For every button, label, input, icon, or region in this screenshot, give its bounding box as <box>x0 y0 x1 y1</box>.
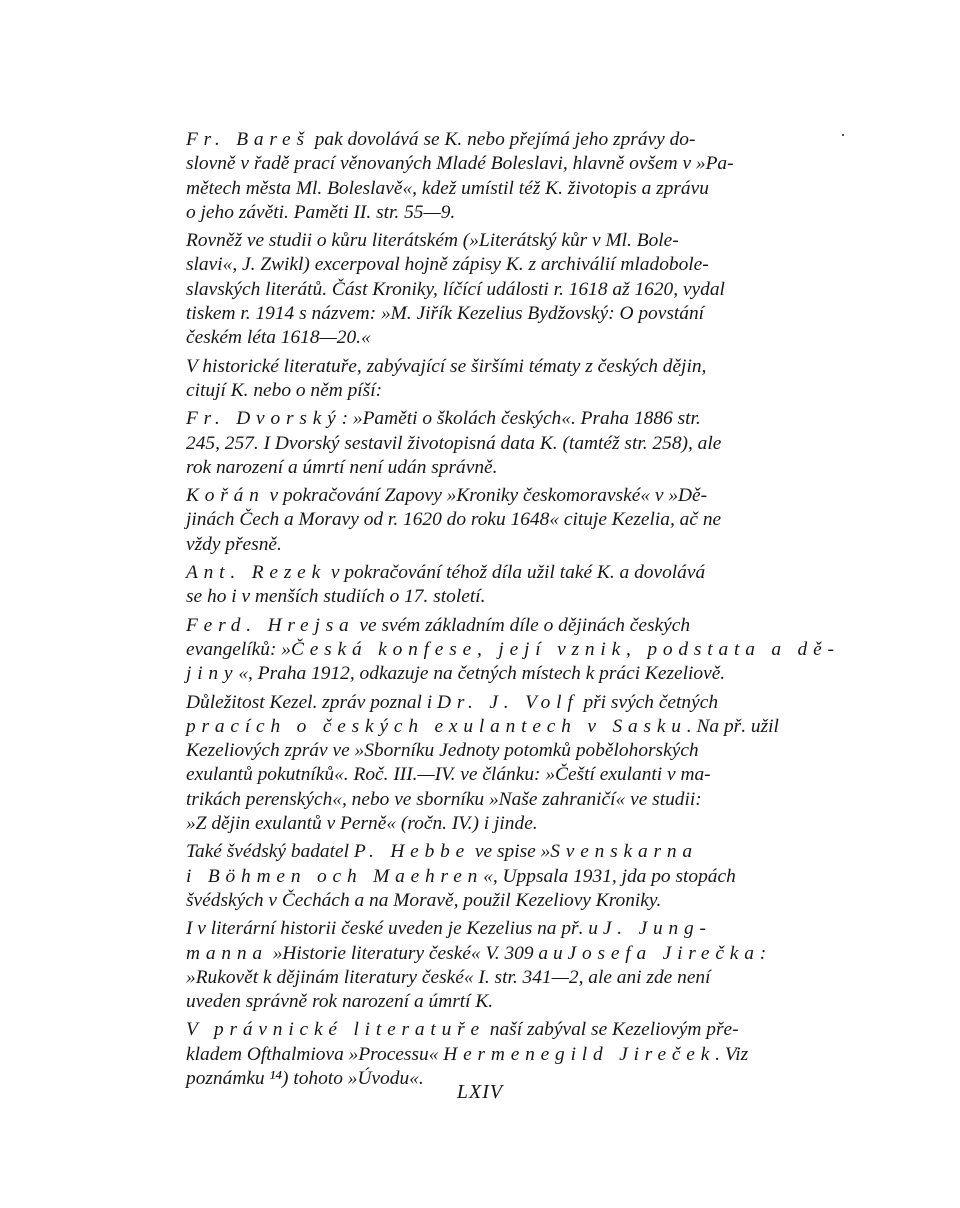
text-run: exulantů pokutníků«. Roč. III.—IV. ve článku: »Čeští exulanti v ma- <box>186 764 711 786</box>
text-line <box>186 715 779 739</box>
text-run: Kezeliových zpráv ve »Sborníku Jednoty potomků pobělohorských <box>186 740 699 762</box>
text-line <box>186 691 766 715</box>
text-run: : <box>759 942 767 964</box>
text-run: kladem Ofthalmiova »Processu« <box>186 1043 444 1065</box>
spaced-name: Česká konfese, její vznik, podstata a dě- <box>290 638 840 660</box>
text-run: »Z dějin exulantů v Perně« (ročn. IV.) i jinde. <box>186 813 538 835</box>
paragraph <box>186 917 766 1014</box>
text-line <box>186 585 766 609</box>
text-line <box>186 326 766 350</box>
text-run: švédských v Čechách a na Moravě, použil Kezeliovy Kroniky. <box>186 889 662 911</box>
text-line <box>186 917 766 941</box>
text-line <box>186 614 766 638</box>
text-line <box>186 407 766 431</box>
text-run: slavi«, J. Zwikl) excerpoval hojně zápisy K. z archiválií mladobole- <box>186 254 709 276</box>
text-run: evangelíků: » <box>186 638 291 660</box>
text-line <box>186 990 766 1014</box>
paragraph <box>186 128 766 225</box>
text-run: trikách perenských«, nebo ve sborníku »Naše zahraničí« ve studii: <box>186 788 702 810</box>
spaced-name: V právnické literatuře <box>186 1019 485 1041</box>
spaced-name: Ferd. Hrejsa <box>186 614 355 636</box>
text-line <box>186 201 766 225</box>
spaced-name: pracích o českých exulantech v Sasku <box>186 715 687 737</box>
text-run: ve spise » <box>470 841 551 863</box>
paragraph <box>186 484 766 557</box>
body-text-column <box>186 128 840 1095</box>
spaced-name: Hermenegild Jireček <box>443 1043 716 1065</box>
spaced-name: Dr. J. Volf <box>437 691 579 713</box>
text-run: tiskem r. 1914 s názvem: »M. Jiřík Kezelius Bydžovský: O povstání <box>186 303 705 325</box>
spaced-name: Kořán <box>186 485 265 507</box>
text-run: pak dovolává se K. nebo přejímá jeho zprávy do- <box>309 129 696 150</box>
text-run: při svých četných <box>578 691 719 713</box>
spaced-name: Fr. Dvorský <box>186 408 342 430</box>
text-run: Důležitost Kezel. zpráv poznal i <box>186 691 437 713</box>
text-run: citují K. nebo o něm píší: <box>186 379 383 401</box>
spaced-name: Svenskarna <box>550 841 698 863</box>
text-run: naší zabýval se Kezeliovým pře- <box>484 1019 739 1041</box>
text-run: rok narození a úmrtí není udán správně. <box>186 456 498 478</box>
text-run: «, Uppsala 1931, jda po stopách <box>483 865 736 887</box>
text-line <box>186 229 766 253</box>
spaced-name: P. Hebbe <box>353 841 471 863</box>
text-line <box>186 379 766 403</box>
text-line <box>186 355 766 379</box>
text-run: v pokračování téhož díla užil také K. a dovolává <box>326 562 706 584</box>
text-run: Rovněž ve studii o kůru literátském (»Literátský kůr v Ml. Bole- <box>186 230 679 252</box>
text-run: mětech města Ml. Boleslavě«, kdež umístil též K. životopis a zprávu <box>186 177 709 199</box>
text-run: slovně v řadě prací věnovaných Mladé Boleslavi, hlavně ovšem v »Pa- <box>186 153 734 175</box>
text-run: I v literární historii české uveden je Kezelius na př. u <box>186 918 603 940</box>
text-line <box>186 484 766 508</box>
text-run: ve svém základním díle o dějinách českých <box>354 614 691 636</box>
text-run: »Historie literatury české« V. 309 a u <box>267 942 568 964</box>
text-run: českém léta 1618—20.« <box>186 327 371 349</box>
text-run: »Rukovět k dějinám literatury české« I. str. 341—2, ale ani zde není <box>186 966 711 988</box>
text-run: . Viz <box>715 1043 749 1065</box>
text-line <box>186 662 766 686</box>
spaced-name: Ant. Rezek <box>186 562 327 584</box>
text-line <box>186 302 766 326</box>
text-line <box>186 739 766 763</box>
spaced-name: jiny <box>186 663 239 685</box>
text-line <box>186 432 766 456</box>
paragraph <box>186 229 766 350</box>
spaced-name: Josefa Jirečka <box>567 942 760 964</box>
text-line <box>186 788 766 812</box>
text-line <box>186 561 766 585</box>
page-number: LXIV <box>456 1081 504 1103</box>
spaced-name: manna <box>186 942 268 964</box>
text-run: vždy přesně. <box>186 533 282 555</box>
spaced-name: i Böhmen och Maehren <box>186 865 484 887</box>
paragraph <box>186 561 766 610</box>
text-line <box>186 456 766 480</box>
paragraph <box>186 691 779 837</box>
text-line <box>186 840 766 864</box>
paragraph <box>186 840 766 913</box>
paragraph <box>186 407 766 480</box>
text-run: uveden správně rok narození a úmrtí K. <box>186 991 494 1013</box>
text-line <box>186 128 766 152</box>
text-line <box>186 253 766 277</box>
text-run: jinách Čech a Moravy od r. 1620 do roku 1648« cituje Kezelia, ač ne <box>186 509 722 531</box>
text-line <box>186 942 766 966</box>
spaced-name: Fr. Bareš <box>186 129 310 150</box>
text-line <box>186 533 766 557</box>
text-run: slavských literátů. Část Kroniky, líčící události r. 1618 až 1620, vydal <box>186 278 725 300</box>
text-line <box>186 177 766 201</box>
text-run: v pokračování Zapovy »Kroniky českomoravské« v »Dě- <box>264 485 708 507</box>
text-run: : »Paměti o školách českých«. Praha 1886 str. <box>341 408 701 430</box>
text-run: se ho i v menších studiích o 17. století. <box>186 586 486 608</box>
paragraph <box>186 355 766 404</box>
text-line <box>186 1018 766 1042</box>
text-line <box>186 152 766 176</box>
text-run: o jeho závěti. Paměti II. str. 55—9. <box>186 201 456 223</box>
text-line <box>186 889 766 913</box>
text-line <box>186 638 840 662</box>
text-line <box>186 812 766 836</box>
text-line <box>186 865 766 889</box>
text-line <box>186 278 766 302</box>
text-line <box>186 966 766 990</box>
text-run: «, Praha 1912, odkazuje na četných místech k práci Kezeliově. <box>238 663 726 685</box>
text-run: . Na př. užil <box>686 715 779 737</box>
text-run: 245, 257. I Dvorský sestavil životopisná data K. (tamtéž str. 258), ale <box>186 432 722 454</box>
text-line <box>186 763 766 787</box>
text-run: V historické literatuře, zabývající se širšími tématy z českých dějin, <box>186 355 707 377</box>
text-run: Také švédský badatel <box>186 841 354 863</box>
text-line <box>186 508 766 532</box>
paragraph <box>186 614 840 687</box>
text-run: poznámku ¹⁴) tohoto »Úvodu«. <box>186 1067 424 1089</box>
speck-mark <box>842 134 844 136</box>
text-line <box>186 1043 766 1067</box>
spaced-name: J. Jung- <box>602 918 712 940</box>
